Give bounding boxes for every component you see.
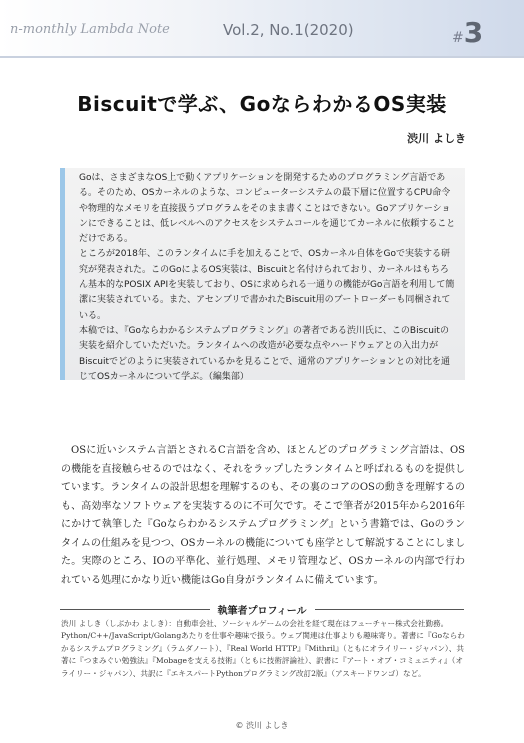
journal-series-name: n-monthly Lambda Note xyxy=(10,22,170,37)
body-paragraph: OSに近いシステム言語とされるC言語を含め、ほとんどのプログラミング言語は、OSの機能を直接触らせるのではなく、それをラップしたランタイムと呼ばれるものを提供しています。ランタイムの設計思想を理解するのも、その裏のコアのOSの動きを理解するのも、高効率なソフトウェアを実装するのに不可欠です。そこで筆者が2015年から2016年にかけて執筆した『Goならわかるシステムプログラミング』という書籍では、Goのランタイムの仕組みを見つつ、OSカーネルの機能についても座学として解説することにしました。実際のところ、IOの平準化、並行処理、メモリ管理など、OSカーネルの内部で行われている処理にかなり近い機能はGo自身がランタイムに備えています。 xyxy=(61,445,465,586)
abstract-paragraph: ところが2018年、このランタイムに手を加えることで、OSカーネル自体をGoで実装する研究が発表された。このGoによるOS実装は、Biscuitと名付けられており、カーネルはもちろん基本的なPOSIX APIを実装しており、OSに求められる一通りの機能がGo言語を利用して簡潔に実装されている。また、アセンブリで書かれたBiscuit用のブートローダーも同梱されている。 xyxy=(79,249,455,321)
header-divider xyxy=(0,56,524,58)
abstract-paragraph: 本稿では、『Goならわかるシステムプログラミング』の著者である渋川氏に、このBiscuitの実装を紹介していただいた。ランタイムへの改造が必要な点やハードウェアとの入出力がBiscuitでどのように実装されているかを見ることで、通常のアプリケーションとの対比を通じてOSカーネルについて学ぶ。（編集部） xyxy=(79,325,450,382)
issue-hash: # xyxy=(452,30,464,46)
profile-heading-wrap xyxy=(0,599,524,618)
journal-volume: Vol.2, No.1(2020) xyxy=(223,21,354,39)
author-profile-text: 渋川 よしき（しぶかわ よしき）：自動車会社、ソーシャルゲームの会社を経て現在はフューチャー株式会社勤務。Python/C++/JavaScript/Golangあたりを仕事や趣味で扱う。ウェブ関連は仕事よりも趣味寄り。著書に『Goならわかるシステムプログラミング』（ラムダノート）、『Real World HTTP』『Mithril』（ともにオライリー・ジャパン）、共著に『つまみぐい勉強法』『Mobageを支える技術』（ともに技術評論社）、訳書に『アート・オブ・コミュニティ』（オライリー・ジャパン）、共訳に『エキスパートPythonプログラミング改訂2版』（アスキードワンゴ）など。 xyxy=(61,619,465,678)
article-author: 渋川 よしき xyxy=(407,132,466,145)
profile-heading: 執筆者プロフィール xyxy=(210,606,315,617)
abstract-paragraph: Goは、さまざまなOS上で動くアプリケーションを開発するためのプログラミング言語である。そのため、OSカーネルのような、コンピューターシステムの最下層に位置するCPU命令や物理的なメモリを直接扱うプログラムをそのまま書くことはできない。Goアプリケーションにできることは、低レベルへのアクセスをシステムコールを通じてカーネルに依頼することだけである。 xyxy=(79,173,456,245)
abstract-box xyxy=(60,168,465,380)
copyright-footer: © 渋川 よしき xyxy=(235,721,289,730)
article-title: Biscuitで学ぶ、GoならわかるOS実装 xyxy=(77,92,447,116)
issue-number: 3 xyxy=(463,16,484,49)
issue-number-badge xyxy=(452,16,483,49)
